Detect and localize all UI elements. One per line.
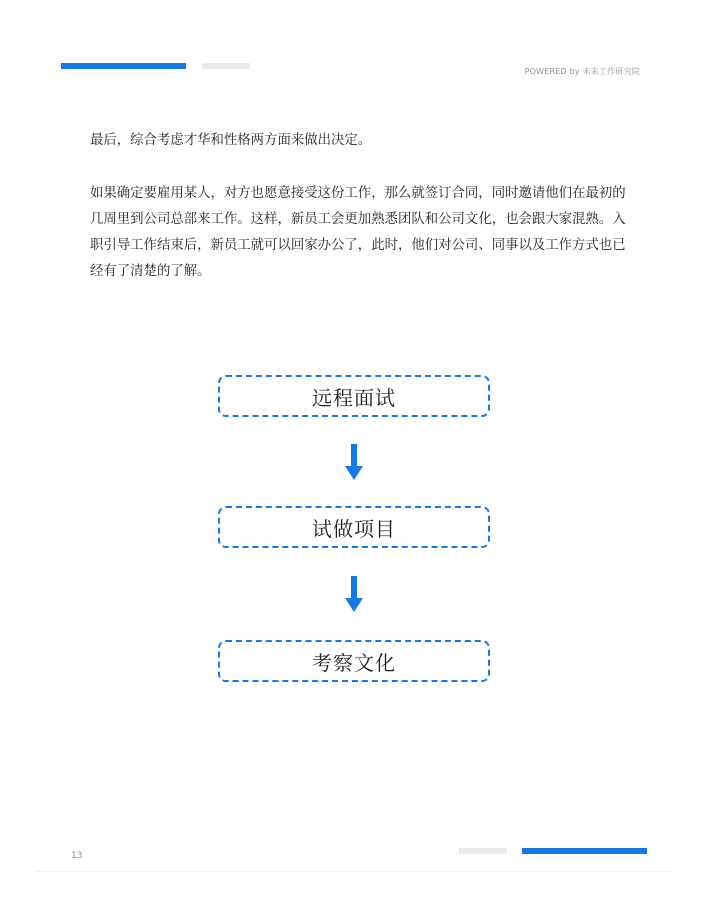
paragraph-1: 最后，综合考虑才华和性格两方面来做出决定。	[90, 133, 372, 148]
arrow-down-icon	[345, 576, 363, 612]
footer-secondary-bar	[459, 848, 507, 854]
arrow-down-icon	[345, 444, 363, 480]
footer-accent-bar	[522, 848, 647, 854]
flow-step-remote-interview: 远程面试	[218, 375, 490, 417]
page-number: 13	[71, 851, 83, 861]
powered-by-label: POWERED by 未来工作研究院	[524, 67, 640, 76]
paragraph-2: 如果确定要雇用某人，对方也愿意接受这份工作，那么就签订合同，同时邀请他们在最初的几周里到公司总部来工作。这样，新员工会更加熟悉团队和公司文化，也会跟大家混熟。入职引导工作结束后，新员工就可以回家办公了，此时，他们对公司、同事以及工作方式也已经有了清楚的了解。	[90, 186, 626, 279]
flow-step-trial-project: 试做项目	[218, 506, 490, 548]
flow-step-culture-check: 考察文化	[218, 640, 490, 682]
body-text	[90, 128, 630, 285]
header-accent-bar	[61, 63, 186, 69]
footer-divider	[36, 871, 674, 872]
header-secondary-bar	[202, 63, 250, 69]
